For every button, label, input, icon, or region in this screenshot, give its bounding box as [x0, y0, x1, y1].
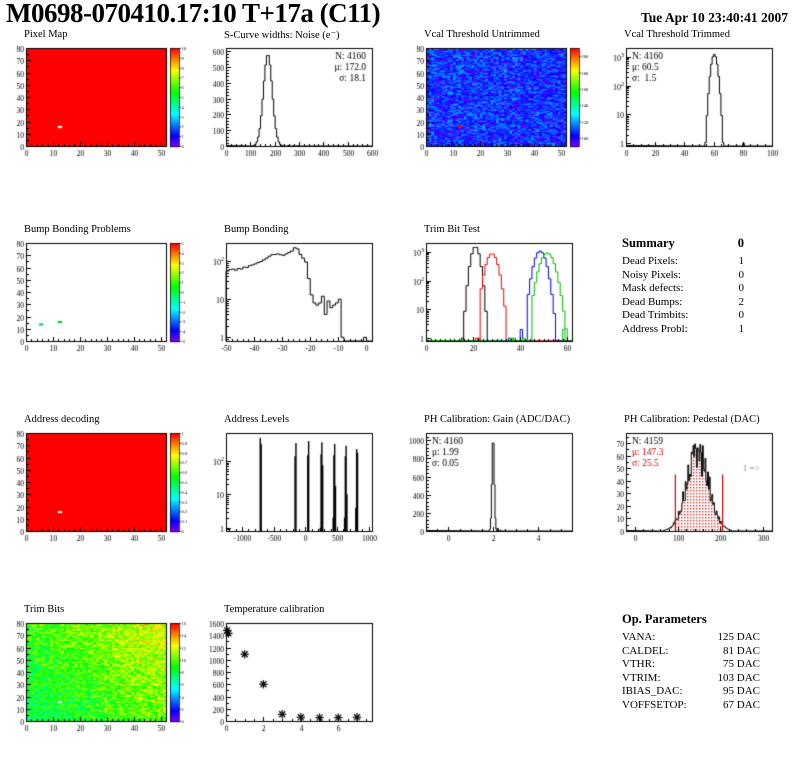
op-parameters-panel — [622, 612, 760, 713]
chart-vcal-untrimmed — [400, 30, 600, 176]
op-parameters-heading-label: Op. Parameters — [622, 612, 707, 626]
chart-title-ph-pedestal: PH Calibration: Pedestal (DAC) — [624, 414, 760, 425]
chart-title-temp-cal: Temperature calibration — [224, 604, 325, 615]
param-row: VTHR: 75 DAC — [622, 658, 760, 671]
chart-scurve-noise — [200, 30, 400, 176]
summary-row: Dead Trimbits: 0 — [622, 309, 744, 322]
chart-vcal-trimmed — [600, 30, 796, 176]
chart-title-address-decoding: Address decoding — [24, 414, 100, 425]
chart-title-bb-problems: Bump Bonding Problems — [24, 224, 131, 235]
op-parameters-rows — [622, 631, 760, 713]
chart-canvas-bb-problems — [0, 237, 200, 365]
chart-title-bump-bonding: Bump Bonding — [224, 224, 289, 235]
chart-canvas-address-decoding — [0, 427, 200, 555]
chart-canvas-ph-pedestal — [600, 427, 796, 555]
summary-panel — [622, 236, 744, 337]
chart-canvas-address-levels — [200, 427, 400, 555]
chart-address-decoding — [0, 415, 200, 561]
chart-title-pixel-map: Pixel Map — [24, 29, 68, 40]
summary-heading-value: 0 — [737, 236, 744, 250]
chart-title-vcal-trimmed: Vcal Threshold Trimmed — [624, 29, 730, 40]
summary-row: Mask defects: 0 — [622, 282, 744, 295]
chart-canvas-vcal-trimmed — [600, 42, 796, 170]
param-row: VANA: 125 DAC — [622, 631, 760, 643]
chart-canvas-ph-gain — [400, 427, 600, 555]
param-row: CALDEL: 81 DAC — [622, 644, 760, 657]
chart-title-vcal-untrimmed: Vcal Threshold Untrimmed — [424, 29, 540, 40]
chart-canvas-bump-bonding — [200, 237, 400, 365]
chart-canvas-pixel-map — [0, 42, 200, 170]
timestamp: Tue Apr 10 23:40:41 2007 — [640, 10, 788, 25]
chart-title-trim-bits: Trim Bits — [24, 604, 65, 615]
param-row: IBIAS_DAC: 95 DAC — [622, 685, 760, 698]
summary-row: Dead Bumps: 2 — [622, 295, 744, 308]
param-row: VTRIM: 103 DAC — [622, 671, 760, 684]
chart-canvas-scurve-noise — [200, 42, 400, 170]
summary-row: Noisy Pixels: 0 — [622, 268, 744, 281]
op-parameters-heading — [622, 612, 760, 627]
summary-heading-label: Summary — [622, 236, 675, 250]
chart-title-ph-gain: PH Calibration: Gain (ADC/DAC) — [424, 414, 571, 425]
chart-title-scurve-noise: S-Curve widths: Noise (e⁻) — [224, 30, 340, 41]
chart-trim-bit-test — [400, 225, 600, 371]
chart-title-address-levels: Address Levels — [224, 414, 290, 425]
chart-trim-bits — [0, 605, 200, 751]
chart-canvas-trim-bit-test — [400, 237, 600, 365]
summary-heading — [622, 236, 744, 251]
summary-row: Address Probl: 1 — [622, 322, 744, 335]
page-title: M0698-070410.17:10 T+17a (C11) — [6, 0, 381, 28]
param-row: VOFFSETOP: 67 DAC — [622, 698, 760, 711]
chart-title-trim-bit-test: Trim Bit Test — [424, 224, 480, 235]
chart-temp-cal — [200, 605, 400, 751]
chart-bump-bonding — [200, 225, 400, 371]
chart-canvas-vcal-untrimmed — [400, 42, 600, 170]
chart-ph-gain — [400, 415, 600, 561]
chart-canvas-temp-cal — [200, 617, 400, 745]
summary-rows — [622, 255, 744, 337]
summary-row: Dead Pixels: 1 — [622, 255, 744, 267]
chart-bb-problems — [0, 225, 200, 371]
chart-pixel-map — [0, 30, 200, 176]
chart-canvas-trim-bits — [0, 617, 200, 745]
chart-ph-pedestal — [600, 415, 796, 561]
chart-address-levels — [200, 415, 400, 561]
